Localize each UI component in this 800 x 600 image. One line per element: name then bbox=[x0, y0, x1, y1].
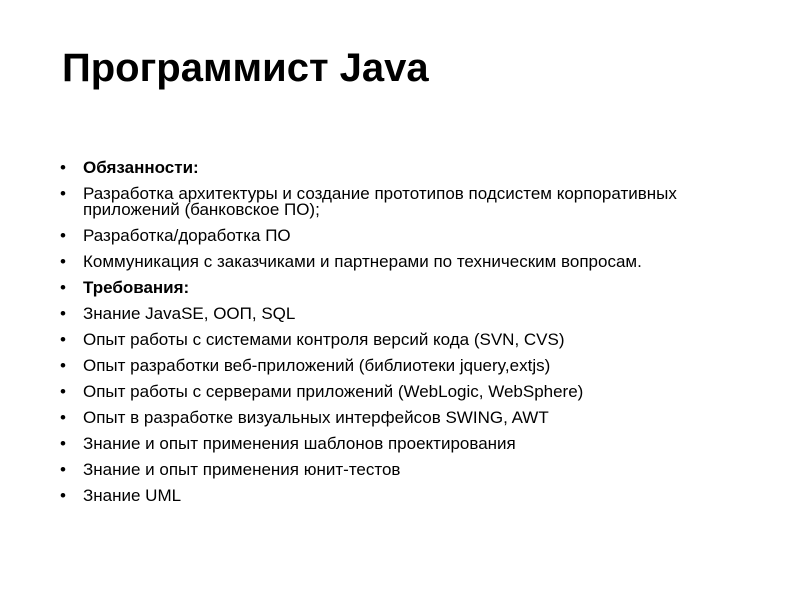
bullet-dot: • bbox=[60, 184, 66, 203]
bullet-text: Знание и опыт применения шаблонов проектирования bbox=[83, 434, 516, 453]
bullet-dot: • bbox=[60, 158, 66, 177]
bullet-list bbox=[60, 160, 760, 514]
bullet-dot: • bbox=[60, 382, 66, 401]
bullet-item bbox=[60, 186, 760, 218]
bullet-text: Обязанности: bbox=[83, 158, 199, 177]
bullet-item bbox=[60, 436, 760, 452]
bullet-dot: • bbox=[60, 486, 66, 505]
bullet-dot: • bbox=[60, 460, 66, 479]
bullet-text: Разработка архитектуры и создание прототипов подсистем корпоративных приложений (банковское ПО); bbox=[83, 184, 677, 219]
bullet-item bbox=[60, 358, 760, 374]
slide-title: Программист Java bbox=[62, 46, 429, 90]
bullet-text: Знание JavaSE, ООП, SQL bbox=[83, 304, 296, 323]
bullet-text: Опыт разработки веб-приложений (библиотеки jquery,extjs) bbox=[83, 356, 551, 375]
bullet-item bbox=[60, 384, 760, 400]
bullet-item bbox=[60, 254, 760, 270]
bullet-dot: • bbox=[60, 356, 66, 375]
bullet-item-requirements-heading bbox=[60, 280, 760, 296]
bullet-item bbox=[60, 410, 760, 426]
bullet-text: Опыт работы с системами контроля версий кода (SVN, CVS) bbox=[83, 330, 565, 349]
bullet-text: Требования: bbox=[83, 278, 190, 297]
bullet-dot: • bbox=[60, 278, 66, 297]
bullet-dot: • bbox=[60, 304, 66, 323]
bullet-text: Коммуникация с заказчиками и партнерами по техническим вопросам. bbox=[83, 252, 642, 271]
bullet-dot: • bbox=[60, 434, 66, 453]
bullet-dot: • bbox=[60, 226, 66, 245]
bullet-dot: • bbox=[60, 252, 66, 271]
bullet-item bbox=[60, 332, 760, 348]
bullet-item-responsibilities-heading bbox=[60, 160, 760, 176]
bullet-item bbox=[60, 228, 760, 244]
bullet-item bbox=[60, 462, 760, 478]
bullet-text: Разработка/доработка ПО bbox=[83, 226, 291, 245]
bullet-item bbox=[60, 488, 760, 504]
bullet-dot: • bbox=[60, 408, 66, 427]
bullet-text: Знание UML bbox=[83, 486, 182, 505]
bullet-text: Опыт в разработке визуальных интерфейсов SWING, AWT bbox=[83, 408, 549, 427]
bullet-text: Знание и опыт применения юнит-тестов bbox=[83, 460, 401, 479]
bullet-text: Опыт работы с серверами приложений (WebLogic, WebSphere) bbox=[83, 382, 584, 401]
bullet-item bbox=[60, 306, 760, 322]
bullet-dot: • bbox=[60, 330, 66, 349]
